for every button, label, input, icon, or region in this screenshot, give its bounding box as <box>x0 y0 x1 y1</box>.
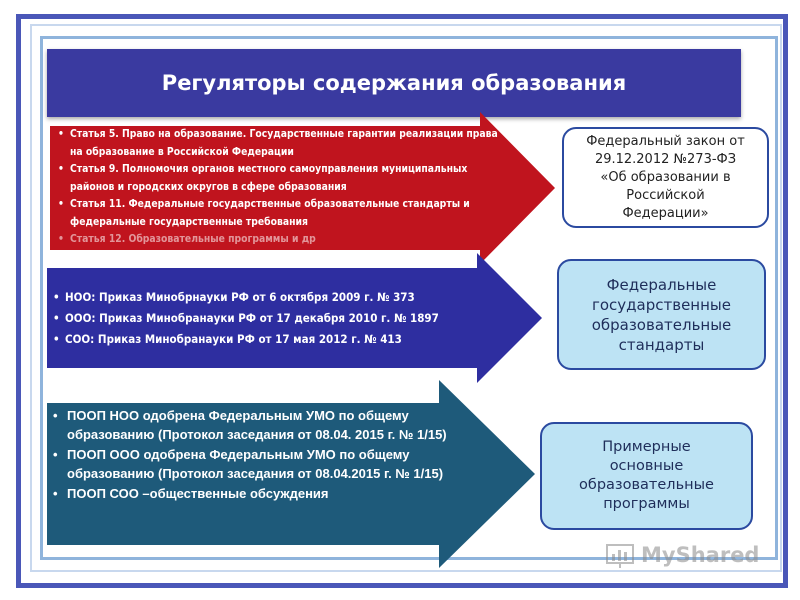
box-line: государственные <box>591 295 731 314</box>
box-line: «Об образовании в <box>600 169 731 185</box>
standards-list <box>53 287 493 350</box>
list-item: • Статья 11. Федеральные государственные образовательные стандарты и федеральные государственные требования <box>58 196 498 231</box>
box-line: образовательные <box>591 315 732 334</box>
list-item: • Статья 9. Полномочия органов местного самоуправления муниципальных районов и городских округов в сфере образования <box>58 161 498 196</box>
box-line: Примерные <box>602 439 691 455</box>
arrow-standards <box>47 253 542 383</box>
arrow-legislation <box>50 112 555 264</box>
arrow-programs <box>47 380 535 568</box>
fgos-box <box>557 259 766 370</box>
list-item: • ПООП СОО –общественные обсуждения <box>53 485 463 504</box>
box-line: Федеральные <box>606 275 717 294</box>
list-item: • НОО: Приказ Минобрнауки РФ от 6 октября 2009 г. № 373 <box>53 287 493 308</box>
title-bar <box>47 49 741 117</box>
chart-logo-icon <box>605 541 635 569</box>
box-line: программы <box>603 496 690 512</box>
box-line: Российской <box>626 187 705 203</box>
legislation-list <box>58 126 498 249</box>
list-item: • Статья 12. Образовательные программы и др <box>58 231 498 249</box>
list-item: • Статья 5. Право на образование. Государственные гарантии реализации права на образование в Российской Федерации <box>58 126 498 161</box>
box-line: стандарты <box>618 335 705 354</box>
box-line: образовательные <box>579 477 714 493</box>
watermark-text: MyShared <box>641 543 760 567</box>
list-item: • ПООП НОО одобрена Федеральным УМО по общему образованию (Протокол заседания от 08.04. 2015 г. № 1/15) <box>53 407 463 444</box>
watermark <box>605 538 785 572</box>
box-line: Федеральный закон от <box>586 133 745 149</box>
federal-law-box <box>562 127 769 228</box>
box-line: Федерации» <box>622 205 709 221</box>
list-item: • ООО: Приказ Минобранауки РФ от 17 декабря 2010 г. № 1897 <box>53 308 493 329</box>
slide-title: Регуляторы содержания образования <box>161 71 627 95</box>
list-item: • ПООП ООО одобрена Федеральным УМО по общему образованию (Протокол заседания от 08.04.2015 г. № 1/15) <box>53 446 463 483</box>
programs-list <box>53 407 463 506</box>
list-item: • СОО: Приказ Минобранауки РФ от 17 мая 2012 г. № 413 <box>53 329 493 350</box>
programs-box <box>540 422 753 530</box>
box-line: 29.12.2012 №273-ФЗ <box>594 151 737 167</box>
box-line: основные <box>609 458 684 474</box>
